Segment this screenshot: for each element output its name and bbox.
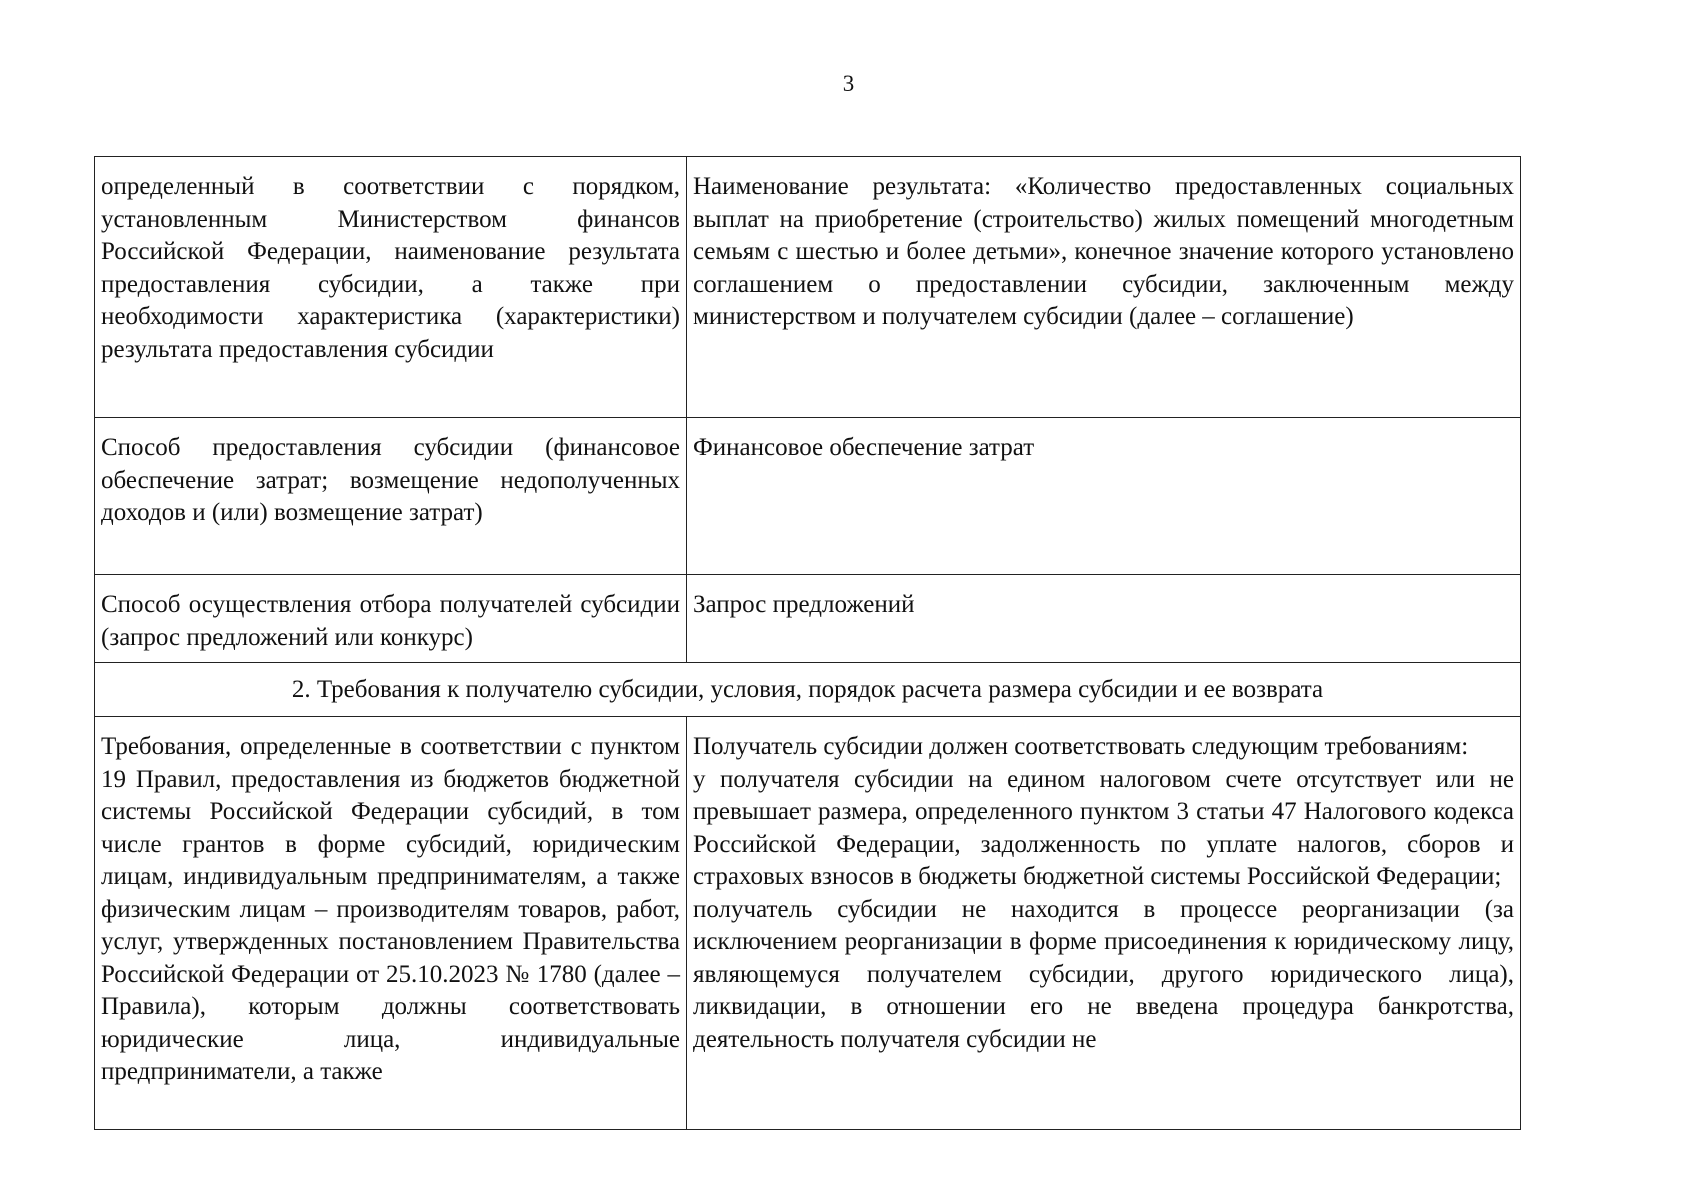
requirements-value-cell <box>687 717 1521 1130</box>
section-heading-row <box>95 663 1521 717</box>
table-row <box>95 418 1521 575</box>
selection-method-label-cell: Способ осуществления отбора получателей субсидии (запрос предложений или конкурс) <box>95 575 687 663</box>
provision-method-label-cell: Способ предоставления субсидии (финансовое обеспечение затрат; возмещение недополученных доходов и (или) возмещение затрат) <box>95 418 687 575</box>
table-row <box>95 575 1521 663</box>
reorganization-requirement-paragraph: получатель субсидии не находится в процессе реорганизации (за исключением реорганизации в форме присоединения к юридическому лицу, являющемуся получателем субсидии, другого юридического лица), ликвидации, в отношении его не введена процедура банкротства, деятельность получателя субсидии не <box>693 895 1514 1053</box>
result-name-label-cell: определенный в соответствии с порядком, установленным Министерством финансов Российской Федерации, наименование результата предоставления субсидии, а также при необходимости характеристика (характеристики) результата предоставления субсидии <box>95 157 687 418</box>
page-number: 3 <box>842 71 855 96</box>
requirements-intro-paragraph: Получатель субсидии должен соответствовать следующим требованиям: <box>693 733 1469 760</box>
table-row <box>95 717 1521 1130</box>
requirements-label-cell: Требования, определенные в соответствии с пунктом 19 Правил, предоставления из бюджетов бюджетной системы Российской Федерации субсидий, в том числе грантов в форме субсидий, юридическим лицам, индивидуальным предпринимателям, а также физическим лицам – производителям товаров, работ, услуг, утвержденных постановлением Правительства Российской Федерации от 25.10.2023 № 1780 (далее – Правила), которым должны соответствовать юридические лица, индивидуальные предприниматели, а также <box>95 717 687 1130</box>
tax-debt-requirement-paragraph: у получателя субсидии на едином налоговом счете отсутствует или не превышает размера, определенного пунктом 3 статьи 47 Налогового кодекса Российской Федерации, задолженность по уплате налогов, сборов и страховых взносов в бюджеты бюджетной системы Российской Федерации; <box>693 765 1514 890</box>
provision-method-value-cell: Финансовое обеспечение затрат <box>687 418 1521 575</box>
subsidy-terms-table <box>94 156 1521 1130</box>
table-row <box>95 157 1521 418</box>
selection-method-value-cell: Запрос предложений <box>687 575 1521 663</box>
result-name-value-cell: Наименование результата: «Количество предоставленных социальных выплат на приобретение (строительство) жилых помещений многодетным семьям с шестью и более детьми», конечное значение которого установлено соглашением о предоставлении субсидии, заключенным между министерством и получателем субсидии (далее – соглашение) <box>687 157 1521 418</box>
section-2-title: 2. Требования к получателю субсидии, условия, порядок расчета размера субсидии и ее возврата <box>95 663 1521 717</box>
